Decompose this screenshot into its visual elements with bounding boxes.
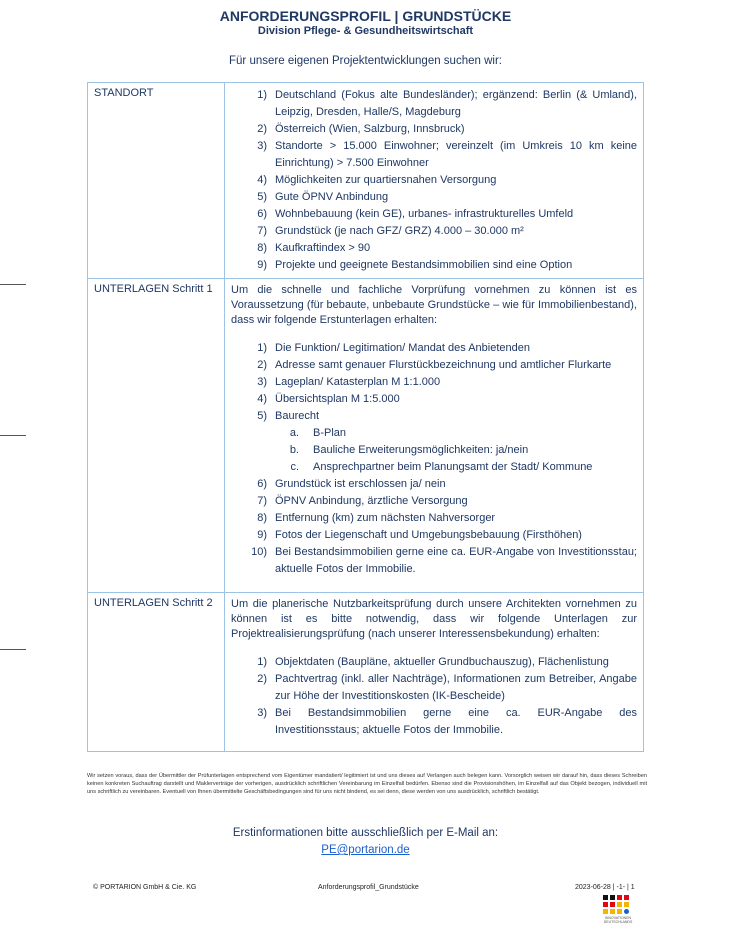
list-item <box>231 544 637 578</box>
item-number: 9) <box>257 529 267 541</box>
list-item <box>231 223 637 240</box>
section-intro: Um die planerische Nutzbarkeitsprüfung durch unsere Architekten vornehmen zu können ist es bitte notwendig, dass wir folgende Unterlagen zur Projektrealisierungsprüfung (nach unserer Interessensbekundung) erhalten: <box>231 598 637 640</box>
sub-letter: b. <box>289 444 299 456</box>
item-text: Standorte > 15.000 Einwohner; vereinzelt (im Umkreis 10 km keine Einrichtung) > 7.500 Einwohner <box>275 140 637 169</box>
list-item <box>231 527 637 544</box>
item-number: 2) <box>257 123 267 135</box>
list-item <box>231 493 637 510</box>
item-text: Gute ÖPNV Anbindung <box>275 191 389 203</box>
item-text: Objektdaten (Baupläne, aktueller Grundbuchauszug), Flächenlistung <box>275 656 609 668</box>
section-content <box>225 593 644 752</box>
contact-block <box>0 825 731 859</box>
item-text: Adresse samt genauer Flurstückbezeichnung und amtlicher Flurkarte <box>275 359 612 371</box>
item-text: Die Funktion/ Legitimation/ Mandat des Anbietenden <box>275 342 530 354</box>
item-text: Grundstück (je nach GFZ/ GRZ) 4.000 – 30.000 m² <box>275 225 524 237</box>
fold-mark <box>0 284 26 285</box>
email-link[interactable]: PE@portarion.de <box>321 844 410 856</box>
item-number: 4) <box>257 174 267 186</box>
table-row-schritt1 <box>88 279 644 593</box>
item-text: Entfernung (km) zum nächsten Nahversorger <box>275 512 496 524</box>
item-number: 6) <box>257 208 267 220</box>
item-text: ÖPNV Anbindung, ärztliche Versorgung <box>275 495 468 507</box>
item-number: 5) <box>257 191 267 203</box>
list-item <box>231 240 637 257</box>
section-label: STANDORT <box>88 83 225 279</box>
item-number: 3) <box>257 140 267 152</box>
footer-date-page: 2023-06-28 | -1- | 1 <box>575 884 635 891</box>
item-text: Wohnbebauung (kein GE), urbanes- infrastrukturelles Umfeld <box>275 208 574 220</box>
innovation-award-logo <box>603 895 633 924</box>
list-item <box>231 121 637 138</box>
item-number: 2) <box>257 673 267 685</box>
item-number: 6) <box>257 478 267 490</box>
intro-text: Für unsere eigenen Projektentwicklungen suchen wir: <box>229 55 502 67</box>
item-number: 8) <box>257 512 267 524</box>
item-number: 7) <box>257 225 267 237</box>
logo-text: INNOVATIONEN <box>604 916 632 920</box>
fold-mark <box>0 649 26 650</box>
section-label: UNTERLAGEN Schritt 1 <box>88 279 225 593</box>
item-number: 3) <box>257 707 267 719</box>
list-item <box>231 671 637 705</box>
standort-list <box>231 87 637 274</box>
item-text: Kaufkraftindex > 90 <box>275 242 371 254</box>
item-number: 10) <box>251 546 267 558</box>
list-item <box>231 476 637 493</box>
sublist-item <box>283 459 637 476</box>
sub-text: Ansprechpartner beim Planungsamt der Stadt/ Kommune <box>313 461 593 473</box>
list-item <box>231 206 637 223</box>
item-number: 2) <box>257 359 267 371</box>
section-intro: Um die schnelle und fachliche Vorprüfung vornehmen zu können ist es Voraussetzung (für bebaute, unbebaute Grundstücke – wie für Immobilienbestand), dass wir folgende Erstunterlagen erhalten: <box>231 284 637 326</box>
list-item <box>231 408 637 425</box>
footer-docname: Anforderungsprofil_Grundstücke <box>318 884 419 891</box>
section-content <box>225 279 644 593</box>
item-text: Österreich (Wien, Salzburg, Innsbruck) <box>275 123 465 135</box>
list-item <box>231 654 637 671</box>
item-text: Deutschland (Fokus alte Bundesländer); ergänzend: Berlin (& Umland), Leipzig, Dresden, Halle/S, Magdeburg <box>275 89 637 118</box>
item-text: Bei Bestandsimmobilien gerne eine ca. EUR-Angabe von Investitionsstau; aktuelle Fotos der Immobilie. <box>275 546 637 575</box>
item-number: 3) <box>257 376 267 388</box>
list-item <box>231 138 637 172</box>
footer-company: © PORTARION GmbH & Cie. KG <box>93 884 197 891</box>
item-text: Fotos der Liegenschaft und Umgebungsbebauung (Firsthöhen) <box>275 529 582 541</box>
schritt2-list <box>231 654 637 739</box>
section-label: UNTERLAGEN Schritt 2 <box>88 593 225 752</box>
logo-text: DEUTSCHLANDS <box>603 920 633 924</box>
schritt1-list-continued <box>231 476 637 578</box>
requirements-table <box>87 82 644 752</box>
item-text: Lageplan/ Katasterplan M 1:1.000 <box>275 376 441 388</box>
list-item <box>231 189 637 206</box>
page-subtitle: Division Pflege- & Gesundheitswirtschaft <box>257 25 474 37</box>
sublist-item <box>283 425 637 442</box>
item-text: Pachtvertrag (inkl. aller Nachträge), Informationen zum Betreiber, Angabe zur Höhe der Investitionskosten (IK-Bescheide) <box>275 673 637 702</box>
item-number: 1) <box>257 89 267 101</box>
item-text: Grundstück ist erschlossen ja/ nein <box>275 478 446 490</box>
item-number: 1) <box>257 342 267 354</box>
sub-text: B-Plan <box>313 427 347 439</box>
item-text: Bei Bestandsimmobilien gerne eine ca. EUR-Angabe des Investitionsstaus; aktuelle Fotos der Immobilie. <box>275 707 637 736</box>
list-item <box>231 391 637 408</box>
list-item <box>231 357 637 374</box>
section-content <box>225 83 644 279</box>
list-item <box>231 510 637 527</box>
list-item <box>231 374 637 391</box>
list-item <box>231 257 637 274</box>
item-number: 4) <box>257 393 267 405</box>
list-item <box>231 340 637 357</box>
item-number: 9) <box>257 259 267 271</box>
page-title: ANFORDERUNGSPROFIL | GRUNDSTÜCKE <box>219 8 512 24</box>
schritt1-list <box>231 340 637 425</box>
punch-mark <box>0 435 26 436</box>
item-text: Möglichkeiten zur quartiersnahen Versorgung <box>275 174 497 186</box>
item-text: Baurecht <box>275 410 320 422</box>
item-number: 5) <box>257 410 267 422</box>
baurecht-sublist <box>231 425 637 476</box>
table-row-schritt2 <box>88 593 644 752</box>
sub-text: Bauliche Erweiterungsmöglichkeiten: ja/nein <box>313 444 529 456</box>
contact-line: Erstinformationen bitte ausschließlich per E-Mail an: <box>232 827 499 839</box>
sublist-item <box>283 442 637 459</box>
item-text: Übersichtsplan M 1:5.000 <box>275 393 400 405</box>
item-text: Projekte und geeignete Bestandsimmobilien sind eine Option <box>275 259 573 271</box>
item-number: 7) <box>257 495 267 507</box>
list-item <box>231 705 637 739</box>
sub-letter: c. <box>290 461 299 473</box>
list-item <box>231 87 637 121</box>
item-number: 8) <box>257 242 267 254</box>
table-row-standort <box>88 83 644 279</box>
list-item <box>231 172 637 189</box>
item-number: 1) <box>257 656 267 668</box>
legal-disclaimer: Wir setzen voraus, dass der Übermittler der Prüfunterlagen entsprechend vom Eigentümer mandatiert/ legitimiert ist und uns dieses auf Verlangen auch belegen kann. Vorsorglich weisen wir darauf hin, dass dieses Schreiben keinen konkreten Suchauftrag darstellt und Maklerverträge der vorherigen, ausdrücklich schriftlichen Vereinbarung im Einzelfall bedürfen. Ebenso sind die Provisionshöhen, im Einzelfall auf das Objekt bezogen, individuell mit uns schriftlich zu vereinbaren. Eventuell von Ihnen übermittelte Geschäftsbedingungen sind für uns nicht bindend, es sei denn, diese werden von uns ausdrücklich, schriftlich bestätigt. <box>87 773 647 795</box>
sub-letter: a. <box>289 427 299 439</box>
